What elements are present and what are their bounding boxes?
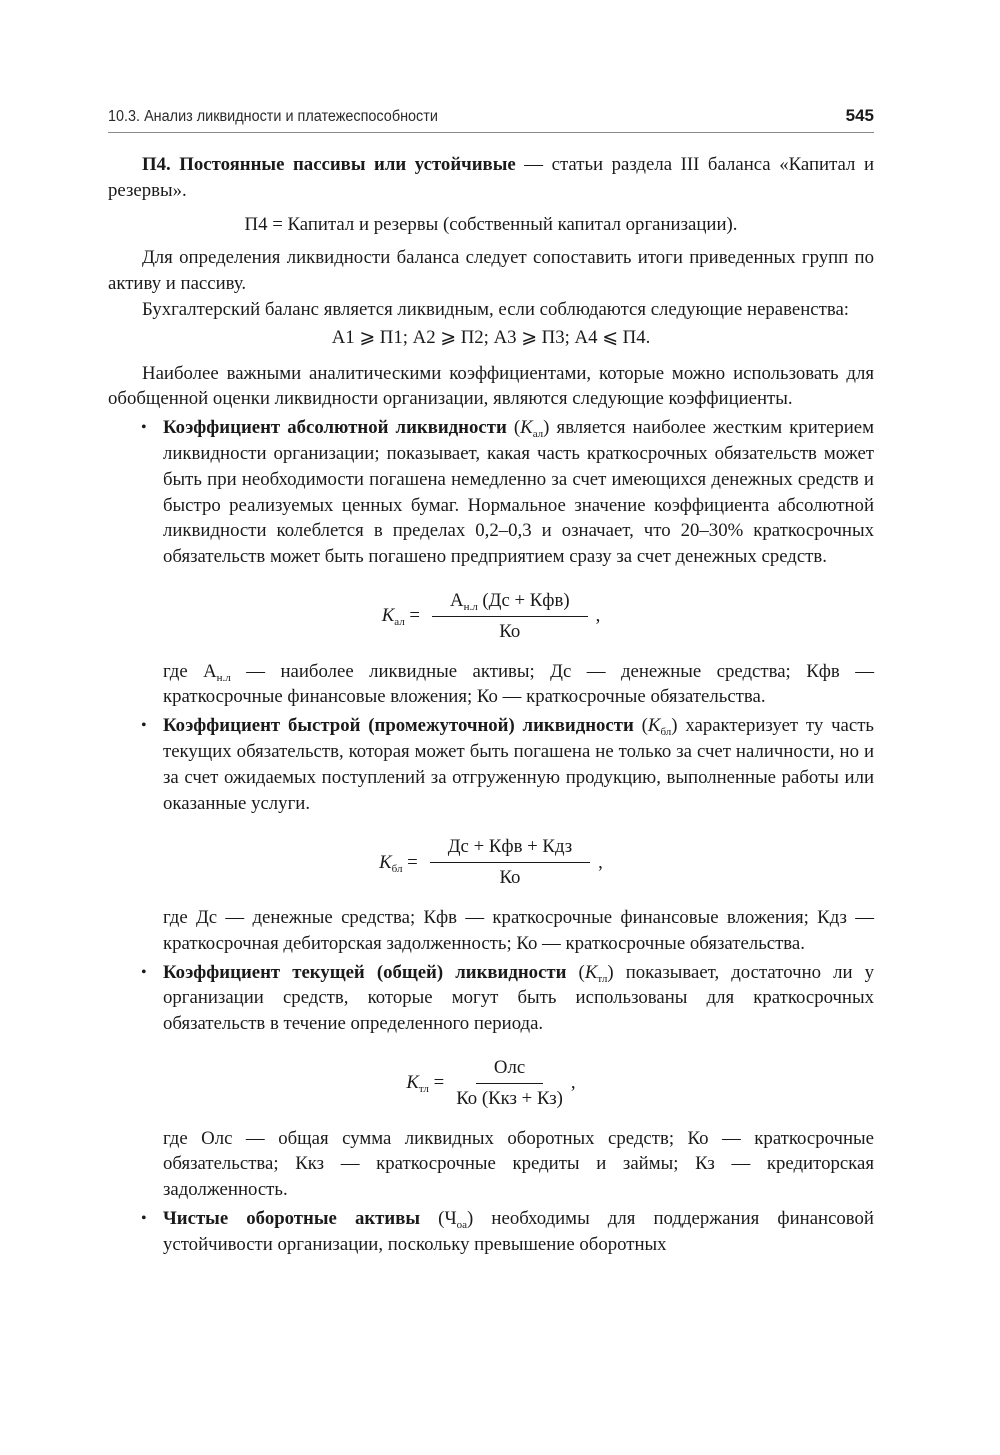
term-current-liquidity: Коэффициент текущей (общей) ликвидности — [163, 961, 567, 983]
symbol-ch-oa: Ч — [444, 1207, 457, 1229]
formula-lhs: $K_{ал}$ = — [381, 605, 420, 629]
page-number: 545 — [845, 106, 874, 125]
liquid-paragraph: Бухгалтерский баланс является ликвидным, если соблюдаются следующие неравенства: — [142, 298, 849, 320]
bullet-absolute-liquidity: • Коэффициент абсолютной ликвидности $(K_{ал})$ является наиболее жестким критерием ликвидности организации; показывает, какая часть краткосрочных обязательств может быть при необходимости погашена немедленно за счет имеющихся денежных средств и быстро реализуемых ценных бумаг. Нормальное значение коэффициента абсолютной ликвидности колеблется в пределах 0,2–0,3 и означает, что 20–30% краткосрочных обязательств может быть погашено предприятием сразу за счет денежных средств. — [141, 417, 875, 568]
fraction — [456, 1055, 563, 1112]
bullet-icon: • — [141, 1209, 147, 1227]
where-current-liquidity: где Олс — общая сумма ликвидных оборотных средств; Ко — краткосрочные обязательства; Ккз — краткосрочные кредиты и займы; Кз — кредиторская задолженность. — [163, 1127, 874, 1201]
bullet-current-liquidity: • Коэффициент текущей (общей) ликвидности $(K_{тл})$ показывает, достаточно ли у организации средств, которые могут быть использованы для краткосрочных обязательств в течение определенного периода. — [141, 961, 875, 1035]
bullet-icon: • — [141, 717, 147, 735]
p4-paragraph — [108, 152, 874, 204]
text-net-working-assets: необходимы для поддержания финансовой устойчивости организации, поскольку превышение оборотных — [163, 1207, 874, 1255]
running-header — [108, 104, 874, 133]
running-title: 10.3. Анализ ликвидности и платежеспособности — [108, 108, 438, 125]
where-quick-liquidity: где Дс — денежные средства; Кфв — краткосрочные финансовые вложения; Кдз — краткосрочная дебиторская задолженность; Ко — краткосрочные обязательства. — [163, 906, 874, 954]
p4-term: П4. Постоянные пассивы или устойчивые — [142, 154, 516, 175]
symbol-k-tl: K — [584, 961, 598, 983]
bullet-icon: • — [141, 419, 147, 437]
denominator: Ко (Ккз + Кз) — [456, 1087, 563, 1109]
inequalities-formula: А1 ⩾ П1; А2 ⩾ П2; А3 ⩾ П3; А4 ⩽ П4. — [331, 326, 651, 348]
formula-lhs: $K_{тл}$ = — [406, 1072, 445, 1096]
formula-quick-liquidity: $K_{бл}$ = $\frac{\text{Дс + Кфв + Кдз}}{Ко}$ , — [108, 834, 874, 891]
bullet-quick-liquidity: • Коэффициент быстрой (промежуточной) ликвидности $(K_{бл})$ характеризует ту часть текущих обязательств, которая может быть погашена не только за счет наличности, но и за счет ожидаемых поступлений за отгруженную продукцию, выполненные работы или оказанные услуги. — [141, 715, 874, 814]
formula-current-liquidity: $K_{тл}$ = $\frac{\text{Олс}}{\text{Ко (Ккз + Кз)}}$ , — [108, 1055, 874, 1112]
text-current-liquidity: показывает, достаточно ли у организации средств, которые могут быть использованы для краткосрочных обязательств в течение определенного периода. — [163, 961, 875, 1035]
term-net-working-assets: Чистые оборотные активы — [163, 1207, 421, 1229]
denominator: Ко — [499, 620, 521, 642]
bullet-icon: • — [141, 963, 147, 981]
formula-lhs: $K_{бл}$ = — [379, 851, 418, 875]
intro-paragraph: Наиболее важными аналитическими коэффициентами, которые можно использовать для обобщенной оценки ликвидности организации, являются следующие коэффициенты. — [108, 362, 874, 410]
where-absolute-liquidity: где $А_{н.л}$ — наиболее ликвидные активы; Дс — денежные средства; Кфв — краткосрочные финансовые вложения; Ко — краткосрочные обязательства. — [163, 660, 874, 708]
formula-absolute-liquidity: $K_{ал}$ = $\frac{А_{н.л} (Дс + Кфв)}{Ко}$ , — [108, 588, 874, 645]
term-quick-liquidity: Коэффициент быстрой (промежуточной) ликвидности — [163, 715, 634, 737]
symbol-k-bl: K — [647, 715, 661, 737]
compare-paragraph: Для определения ликвидности баланса следует сопоставить итоги приведенных групп по активу и пассиву. — [108, 247, 874, 295]
numerator: Олс — [476, 1055, 543, 1084]
p4-text: — статьи раздела III баланса «Капитал и резервы». — [108, 154, 875, 201]
p4-formula: П4 = Капитал и резервы (собственный капитал организации). — [244, 213, 738, 235]
fraction — [430, 834, 590, 891]
numerator: Дс + Кфв + Кдз — [430, 834, 590, 863]
page-body — [108, 152, 874, 1257]
term-absolute-liquidity: Коэффициент абсолютной ликвидности — [163, 417, 507, 439]
symbol-k-al: K — [520, 417, 533, 439]
bullet-net-working-assets: • Чистые оборотные активы $(Ч_{оа})$ необходимы для поддержания финансовой устойчивости организации, поскольку превышение оборотных — [141, 1207, 874, 1255]
text-quick-liquidity: характеризует ту часть текущих обязательств, которая может быть погашена не только за счет наличности, но и за счет ожидаемых поступлений за отгруженную продукцию, выполненные работы или оказанные услуги. — [163, 715, 874, 814]
fraction — [432, 588, 588, 645]
text-absolute-liquidity: является наиболее жестким критерием ликвидности организации; показывает, какая часть краткосрочных обязательств может быть при необходимости погашена немедленно за счет имеющихся денежных средств и быстро реализуемых ценных бумаг. Нормальное значение коэффициента абсолютной ликвидности колеблется в пределах 0,2–0,3 и означает, что 20–30% краткосрочных обязательств может быть погашено предприятием сразу за счет денежных средств. — [163, 417, 875, 568]
numerator: $А_{н.л}$ (Дс + Кфв) — [432, 588, 588, 617]
denominator: Ко — [499, 867, 521, 889]
